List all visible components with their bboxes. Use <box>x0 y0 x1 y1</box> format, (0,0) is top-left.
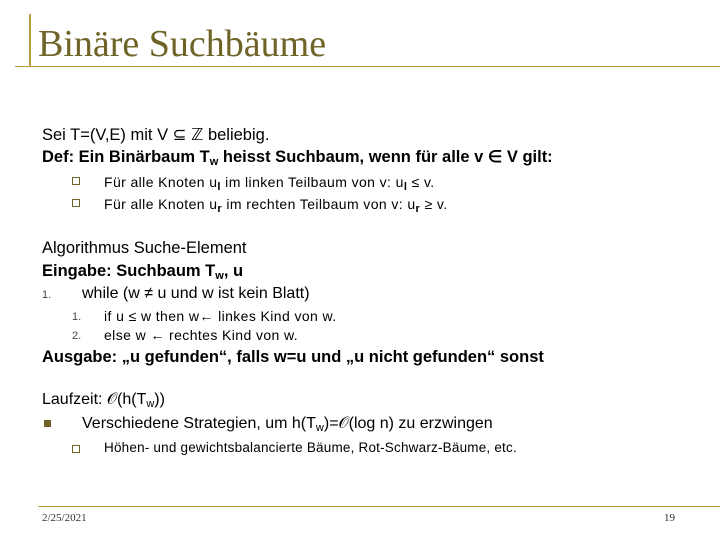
footer-divider <box>38 506 720 507</box>
sub-step-number: 2. <box>72 330 82 342</box>
bullet-text: Für alle Knoten u <box>104 196 218 212</box>
runtime-bullet-sub: w <box>315 422 324 434</box>
algorithm-name: Algorithmus Suche-Element <box>42 239 247 257</box>
definition-pre: Def: Ein Binärbaum T <box>42 148 210 166</box>
title-frame-vertical <box>29 14 31 66</box>
bullet-text: im linken Teilbaum von v: u <box>220 174 404 190</box>
input-sub: w <box>215 270 224 282</box>
algorithm-input <box>42 261 243 286</box>
bullet-sub: r <box>415 203 421 215</box>
filled-square-bullet-icon <box>44 420 51 427</box>
bullet-sub: l <box>403 181 408 193</box>
definition-bullet-2 <box>104 194 448 219</box>
algorithm-step-1: while (w ≠ u und w ist kein Blatt) <box>82 285 310 302</box>
algorithm-output: Ausgabe: „u gefunden“, falls w=u und „u nicht gefunden“ sonst <box>42 348 544 366</box>
sub-step-number: 1. <box>72 311 82 323</box>
runtime-bullet-post: )=𝒪(log n) zu erzwingen <box>323 415 493 432</box>
input-post: , u <box>223 262 244 280</box>
definition-line <box>42 147 553 172</box>
definition-sub: w <box>209 156 219 168</box>
runtime-bullet-pre: Verschiedene Strategien, um h(T <box>82 415 316 432</box>
square-bullet-icon <box>72 445 80 453</box>
footer-date: 2/25/2021 <box>42 512 87 524</box>
intro-line: Sei T=(V,E) mit V ⊆ ℤ beliebig. <box>42 126 270 144</box>
slide-title: Binäre Suchbäume <box>38 23 327 65</box>
bullet-text: im rechten Teilbaum von v: u <box>222 196 416 212</box>
runtime-label <box>42 390 165 414</box>
runtime-pre: Laufzeit: 𝒪(h(T <box>42 391 147 408</box>
input-pre: Eingabe: Suchbaum T <box>42 262 216 280</box>
bullet-sub: l <box>217 181 221 193</box>
algorithm-sub-step-2: else w ← rechtes Kind von w. <box>104 327 299 343</box>
title-frame-horizontal <box>15 66 720 67</box>
bullet-text: Für alle Knoten u <box>104 174 218 190</box>
bullet-text: ≤ v. <box>407 174 435 190</box>
runtime-sub-bullet: Höhen- und gewichtsbalancierte Bäume, Rot-Schwarz-Bäume, etc. <box>104 440 517 455</box>
page-number: 19 <box>664 512 675 524</box>
bullet-text: ≥ v. <box>420 196 448 212</box>
square-bullet-icon <box>72 177 80 185</box>
square-bullet-icon <box>72 199 80 207</box>
runtime-bullet <box>82 414 493 438</box>
algorithm-sub-step-1: if u ≤ w then w← linkes Kind von w. <box>104 308 337 324</box>
step-number: 1. <box>42 289 52 301</box>
runtime-post: )) <box>154 391 165 408</box>
runtime-sub: w <box>146 398 155 410</box>
definition-post: heisst Suchbaum, wenn für alle v ∈ V gilt: <box>218 148 553 166</box>
bullet-sub: r <box>217 203 223 215</box>
